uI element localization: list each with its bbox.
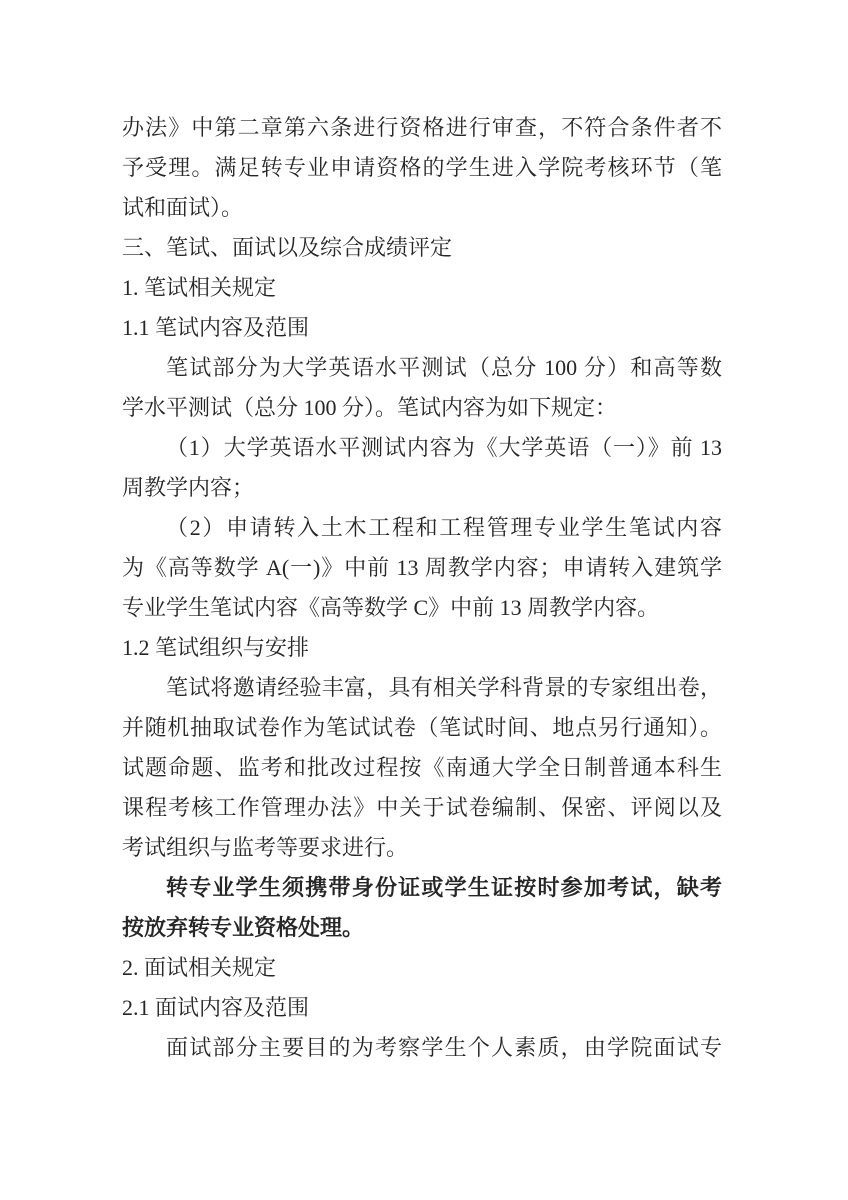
bold-notice-line: 转专业学生须携带身份证或学生证按时参加考试，缺考 (166, 875, 722, 900)
section-heading-3: 三、笔试、面试以及综合成绩评定 (122, 235, 453, 260)
body-line-item-1: （1）大学英语水平测试内容为《大学英语（一）》前 13 (166, 435, 722, 460)
body-line: 课程考核工作管理办法》中关于试卷编制、保密、评阅以及 (122, 795, 722, 820)
body-line: 并随机抽取试卷作为笔试试卷（笔试时间、地点另行通知）。 (122, 715, 722, 740)
body-line: 试和面试）。 (122, 195, 244, 220)
body-line: 试题命题、监考和批改过程按《南通大学全日制普通本科生 (122, 755, 722, 780)
subsection-heading-2: 2. 面试相关规定 (122, 955, 277, 980)
body-line: 面试部分主要目的为考察学生个人素质，由学院面试专 (166, 1035, 722, 1060)
subsection-heading-1-1: 1.1 笔试内容及范围 (122, 315, 310, 340)
body-line: 笔试将邀请经验丰富，具有相关学科背景的专家组出卷， (166, 675, 722, 700)
body-line: 专业学生笔试内容《高等数学 C》中前 13 周教学内容。 (122, 595, 660, 620)
body-line: 周教学内容； (122, 475, 255, 500)
document-text-block (122, 108, 722, 1068)
body-line-item-2: （2）申请转入土木工程和工程管理专业学生笔试内容 (166, 515, 722, 540)
subsection-heading-2-1: 2.1 面试内容及范围 (122, 995, 310, 1020)
body-line: 笔试部分为大学英语水平测试（总分 100 分）和高等数 (166, 355, 722, 380)
body-line: 办法》中第二章第六条进行资格进行审查，不符合条件者不 (122, 115, 722, 140)
subsection-heading-1-2: 1.2 笔试组织与安排 (122, 635, 310, 660)
body-line: 学水平测试（总分 100 分）。笔试内容为如下规定： (122, 395, 618, 420)
bold-notice-line: 按放弃转专业资格处理。 (122, 915, 365, 940)
body-line: 予受理。满足转专业申请资格的学生进入学院考核环节（笔 (122, 155, 722, 180)
subsection-heading-1: 1. 笔试相关规定 (122, 275, 277, 300)
body-line: 考试组织与监考等要求进行。 (122, 835, 409, 860)
body-line: 为《高等数学 A(一)》中前 13 周教学内容；申请转入建筑学 (122, 555, 722, 580)
